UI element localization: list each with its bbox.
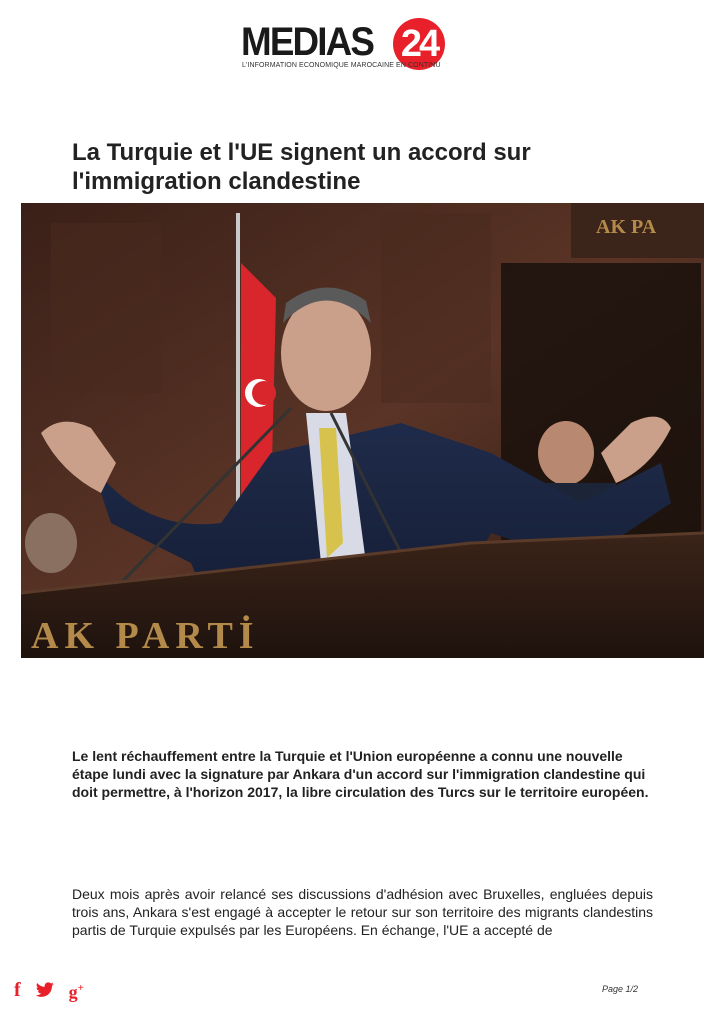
logo-tagline: L'INFORMATION ECONOMIQUE MAROCAINE EN CONTINU: [242, 62, 441, 69]
page-number: Page 1/2: [602, 984, 639, 994]
facebook-icon[interactable]: f: [14, 979, 21, 1001]
site-logo[interactable]: [241, 18, 451, 76]
twitter-icon[interactable]: [35, 982, 55, 998]
article-body: Deux mois après avoir relancé ses discussions d'adhésion avec Bruxelles, engluées depuis trois ans, Ankara s'est engagé à accepter le retour sur son territoire des migrants clandestins partis de Turquie expulsés par les Européens. En échange, l'UE a accepté de: [72, 886, 653, 938]
article-title: La Turquie et l'UE signent un accord sur l'immigration clandestine: [72, 139, 531, 195]
article-lead: Le lent réchauffement entre la Turquie et l'Union européenne a connu une nouvelle étape lundi avec la signature par Ankara d'un accord sur l'immigration clandestine qui doit permettre, à l'horizon 2017, la libre circulation des Turcs sur le territoire européen.: [72, 748, 649, 800]
photo-sign-podium: AK PARTİ: [31, 615, 260, 657]
article-photo: [21, 203, 704, 658]
logo-number-badge: 24: [393, 18, 445, 70]
social-share-bar: [14, 978, 84, 1002]
google-plus-icon[interactable]: g+: [68, 982, 84, 1002]
logo-wordmark: MEDIAS: [241, 20, 374, 64]
photo-sign-top: AK PA: [596, 216, 657, 238]
